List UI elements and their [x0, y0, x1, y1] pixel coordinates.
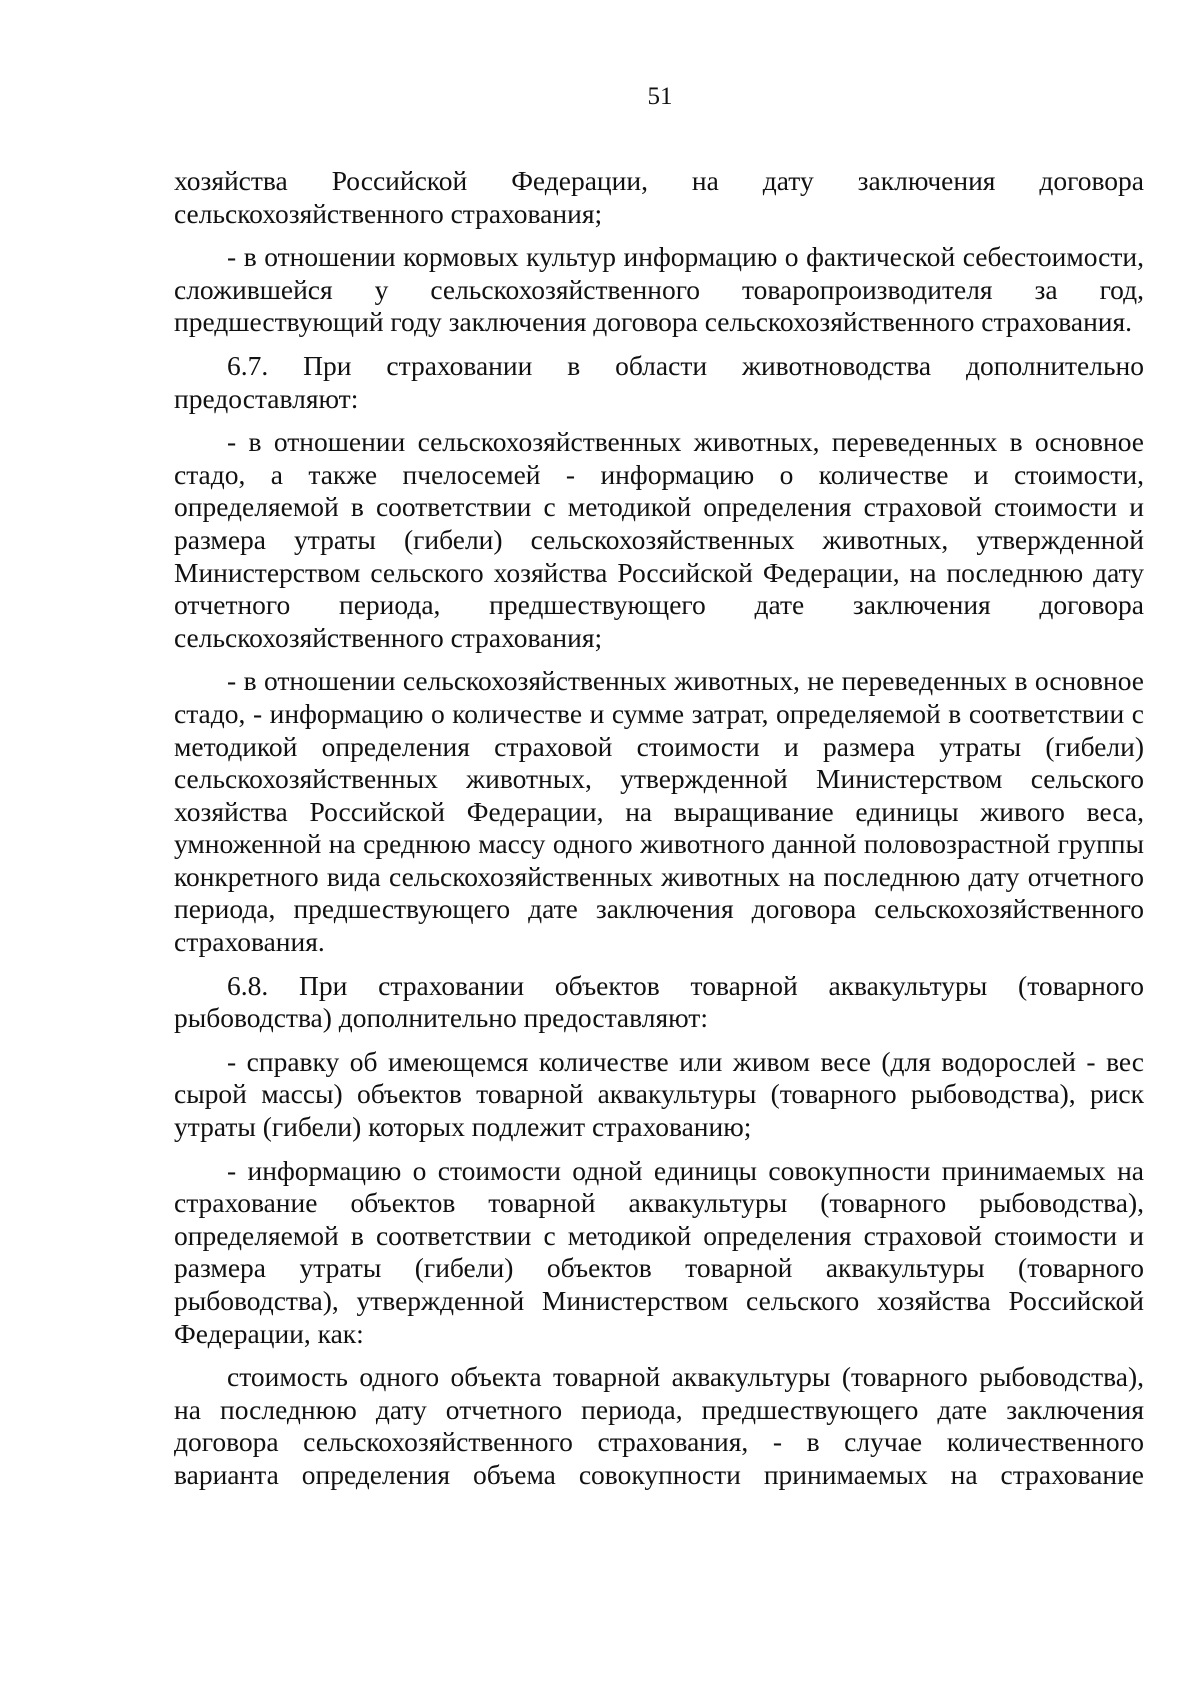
paragraph-5: - в отношении сельскохозяйственных животных, не переведенных в основное стадо, - информацию о количестве и сумме затрат, определяемой в соответствии с методикой определения страховой стоимости и размера утраты (гибели) сельскохозяйственных животных, утвержденной Министерством сельского хозяйства Российской Федерации, на выращивание единицы живого веса, умноженной на среднюю массу одного животного данной половозрастной группы конкретного вида сельскохозяйственных животных на последнюю дату отчетного периода, предшествующего дате заключения договора сельскохозяйственного страхования.	[174, 665, 1144, 958]
paragraph-4: - в отношении сельскохозяйственных животных, переведенных в основное стадо, а также пчелосемей - информацию о количестве и стоимости, определяемой в соответствии с методикой определения страховой стоимости и размера утраты (гибели) сельскохозяйственных животных, утвержденной Министерством сельского хозяйства Российской Федерации, на последнюю дату отчетного периода, предшествующего дате заключения договора сельскохозяйственного страхования;	[174, 426, 1144, 653]
page-number: 51	[647, 83, 673, 110]
paragraph-7: - справку об имеющемся количестве или живом весе (для водорослей - вес сырой массы) объектов товарной аквакультуры (товарного рыбоводства), риск утраты (гибели) которых подлежит страхованию;	[174, 1045, 1144, 1143]
paragraph-6: 6.8. При страховании объектов товарной аквакультуры (товарного рыбоводства) дополнительно предоставляют:	[174, 969, 1144, 1034]
paragraph-1: хозяйства Российской Федерации, на дату заключения договора сельскохозяйственного страхования;	[174, 165, 1144, 229]
paragraph-8: - информацию о стоимости одной единицы совокупности принимаемых на страхование объектов товарной аквакультуры (товарного рыбоводства), определяемой в соответствии с методикой определения страховой стоимости и размера утраты (гибели) объектов товарной аквакультуры (товарного рыбоводства), утвержденной Министерством сельского хозяйства Российской Федерации, как:	[174, 1154, 1144, 1349]
paragraph-2: - в отношении кормовых культур информацию о фактической себестоимости, сложившейся у сельскохозяйственного товаропроизводителя за год, предшествующий году заключения договора сельскохозяйственного страхования.	[174, 241, 1144, 338]
paragraph-9: стоимость одного объекта товарной аквакультуры (товарного рыбоводства), на последнюю дату отчетного периода, предшествующего дате заключения договора сельскохозяйственного страхования, - в случае количественного варианта определения объема совокупности принимаемых на страхование	[174, 1361, 1144, 1490]
document-body	[174, 165, 1144, 1503]
paragraph-3: 6.7. При страховании в области животноводства дополнительно предоставляют:	[174, 349, 1144, 414]
